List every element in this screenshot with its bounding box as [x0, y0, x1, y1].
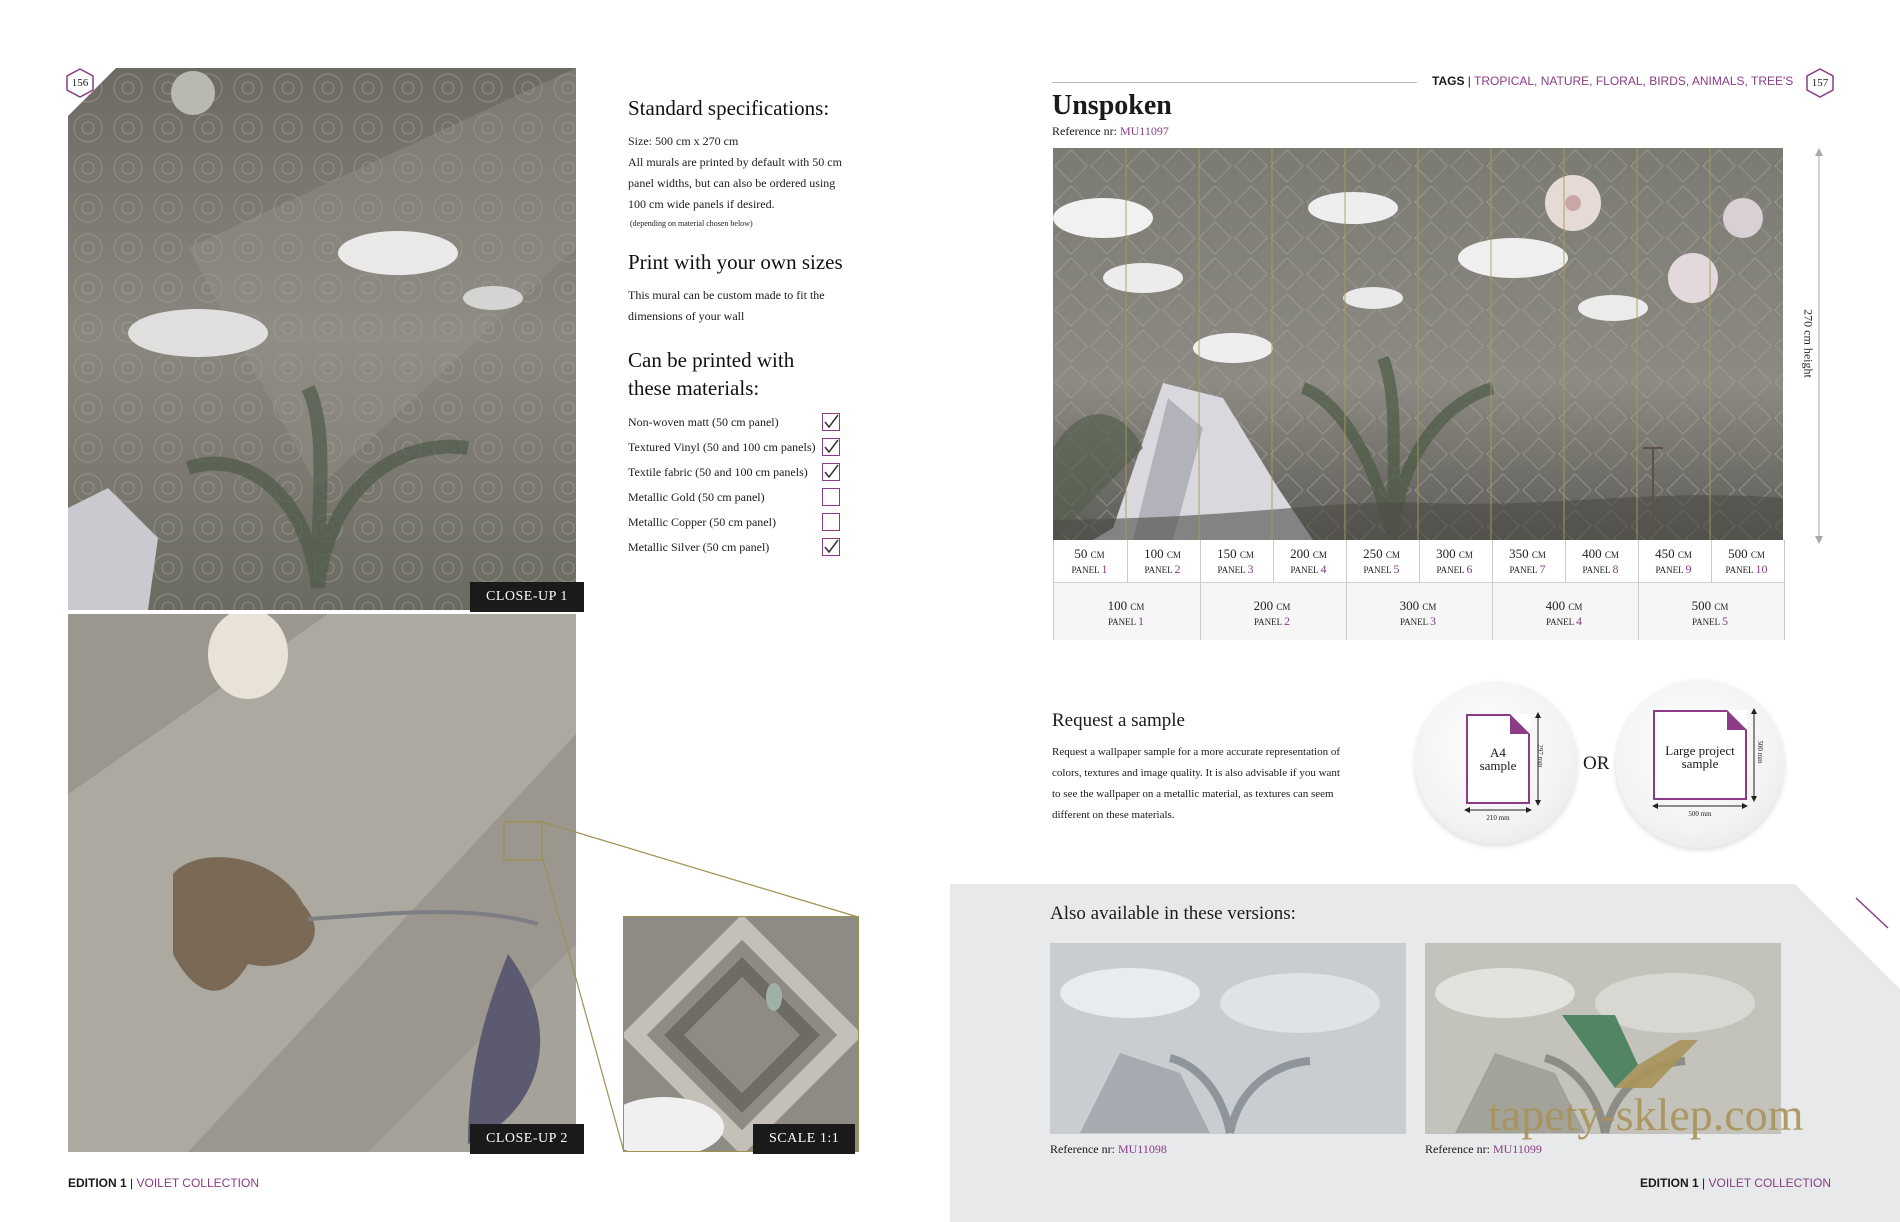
material-label: Textured Vinyl (50 and 100 cm panels) — [628, 440, 816, 454]
panel-size: 150 — [1217, 546, 1237, 561]
panel-number: 4 — [1576, 614, 1583, 628]
panel-number: 4 — [1320, 562, 1327, 576]
panel-word: PANEL — [1509, 565, 1538, 575]
panel-number: 5 — [1722, 614, 1729, 628]
panel-unit: CM — [1677, 550, 1692, 560]
panel-size: 250 — [1363, 546, 1383, 561]
panel-cell-50cm — [1491, 546, 1564, 577]
panel-word: PANEL — [1071, 565, 1100, 575]
panel-label — [1637, 562, 1710, 577]
panel-label — [1053, 562, 1126, 577]
panel-word: PANEL — [1217, 565, 1246, 575]
sample-title: Request a sample — [1052, 710, 1185, 731]
panel-number: 8 — [1612, 562, 1619, 576]
panel-word: PANEL — [1582, 565, 1611, 575]
material-checkbox-metallic-silver[interactable] — [822, 538, 840, 556]
material-label: Metallic Copper (50 cm panel) — [628, 515, 776, 529]
panel-word: PANEL — [1691, 617, 1720, 627]
footer-right-edition: EDITION 1 — [1640, 1176, 1699, 1190]
sample-text-line-3: to see the wallpaper on a metallic material, as textures can seem — [1052, 788, 1334, 800]
panel-number: 2 — [1284, 614, 1291, 628]
mural-reference-code: MU11097 — [1119, 124, 1169, 138]
watermark-logo-icon — [1560, 1010, 1700, 1090]
panel-number: 1 — [1101, 562, 1108, 576]
material-checkbox-textile[interactable] — [822, 463, 840, 481]
panel-word: PANEL — [1290, 565, 1319, 575]
sample-text-line-4: different on these materials. — [1052, 809, 1175, 821]
panel-number: 10 — [1755, 562, 1768, 576]
panel-cell-50cm — [1418, 546, 1491, 577]
sample-text — [1052, 742, 1392, 826]
a4-height-label: 297 mm — [1536, 744, 1544, 768]
panel-number: 2 — [1174, 562, 1181, 576]
panel-unit: CM — [1604, 550, 1619, 560]
panel-size: 350 — [1509, 546, 1529, 561]
panel-unit: CM — [1568, 602, 1583, 612]
panel-cell-50cm — [1710, 546, 1783, 577]
version-1-ref-label: Reference nr: — [1050, 1142, 1115, 1156]
panel-word: PANEL — [1144, 565, 1173, 575]
large-label-line-2: sample — [1681, 756, 1719, 771]
material-label: Metallic Silver (50 cm panel) — [628, 540, 770, 554]
closeup-2-label: CLOSE-UP 2 — [470, 1124, 584, 1154]
or-separator: OR — [1583, 753, 1610, 774]
panel-unit: CM — [1166, 550, 1181, 560]
version-2-ref-code[interactable]: MU11099 — [1492, 1142, 1542, 1156]
panel-label — [1491, 614, 1637, 629]
spec-desc-line-2: panel widths, but can also be ordered using — [628, 176, 836, 190]
version-1-reference — [1050, 1142, 1167, 1157]
footer-left-collection: VOILET COLLECTION — [136, 1176, 259, 1190]
material-label: Metallic Gold (50 cm panel) — [628, 490, 765, 504]
panel-unit: CM — [1239, 550, 1254, 560]
material-checkbox-non-woven[interactable] — [822, 413, 840, 431]
tags-line — [1432, 74, 1793, 88]
page-number-right: 157 — [1811, 77, 1829, 89]
panel-word: PANEL — [1363, 565, 1392, 575]
panel-cell-50cm — [1199, 546, 1272, 577]
panel-word: PANEL — [1253, 617, 1282, 627]
panel-number: 9 — [1685, 562, 1692, 576]
version-1-ref-code[interactable]: MU11098 — [1117, 1142, 1167, 1156]
panel-label — [1199, 562, 1272, 577]
spec-desc-line-3: 100 cm wide panels if desired. — [628, 197, 775, 211]
panel-cell-50cm — [1053, 546, 1126, 577]
panel-unit: CM — [1312, 550, 1327, 560]
panel-cell-50cm — [1564, 546, 1637, 577]
panel-size: 300 — [1399, 598, 1420, 613]
custom-sizes-line-2: dimensions of your wall — [628, 309, 745, 323]
panel-label — [1345, 614, 1491, 629]
a4-label-line-2: sample — [1479, 758, 1517, 773]
footer-right-collection: VOILET COLLECTION — [1708, 1176, 1831, 1190]
panel-unit: CM — [1531, 550, 1546, 560]
mural-title: Unspoken — [1052, 90, 1172, 121]
mural-preview-image — [1053, 148, 1783, 540]
tags-separator: | — [1467, 74, 1471, 88]
material-label: Non-woven matt (50 cm panel) — [628, 415, 779, 429]
page-number-left: 156 — [71, 77, 89, 89]
a4-dimension-arrows — [1462, 712, 1546, 818]
spec-size: Size: 500 cm x 270 cm — [628, 134, 739, 148]
scale-image — [623, 916, 859, 1152]
panel-unit: CM — [1385, 550, 1400, 560]
panel-size: 50 — [1074, 546, 1088, 561]
panel-cell-100cm — [1491, 598, 1637, 629]
panel-label — [1053, 614, 1199, 629]
panel-number: 1 — [1138, 614, 1145, 628]
standard-specs — [628, 96, 888, 233]
versions-title: Also available in these versions: — [1050, 903, 1296, 924]
panel-cell-50cm — [1637, 546, 1710, 577]
panel-word: PANEL — [1545, 617, 1574, 627]
panel-number: 6 — [1466, 562, 1473, 576]
panel-size: 200 — [1253, 598, 1274, 613]
material-checkbox-metallic-copper[interactable] — [822, 513, 840, 531]
sample-text-line-1: Request a wallpaper sample for a more accurate representation of — [1052, 746, 1341, 758]
closeup-1-label: CLOSE-UP 1 — [470, 582, 584, 612]
materials-title-line-2: these materials: — [628, 376, 760, 400]
panel-unit: CM — [1130, 602, 1145, 612]
spec-desc-line-1: All murals are printed by default with 50 cm — [628, 155, 842, 169]
panel-unit: CM — [1750, 550, 1765, 560]
panel-unit: CM — [1714, 602, 1729, 612]
height-label: 270 cm height — [1801, 309, 1816, 378]
panel-size: 400 — [1582, 546, 1602, 561]
panel-size: 100 — [1107, 598, 1128, 613]
panel-cell-100cm — [1345, 598, 1491, 629]
panel-label — [1345, 562, 1418, 577]
panel-cell-50cm — [1272, 546, 1345, 577]
panel-label — [1418, 562, 1491, 577]
panel-unit: CM — [1276, 602, 1291, 612]
panel-cell-100cm — [1053, 598, 1199, 629]
materials-section — [628, 346, 868, 402]
panel-word: PANEL — [1107, 617, 1136, 627]
panel-number: 7 — [1539, 562, 1546, 576]
panel-size: 400 — [1545, 598, 1566, 613]
panel-cell-100cm — [1637, 598, 1783, 629]
panel-unit: CM — [1458, 550, 1473, 560]
footer-left — [68, 1176, 259, 1190]
material-checkbox-textured-vinyl[interactable] — [822, 438, 840, 456]
panel-label — [1199, 614, 1345, 629]
custom-sizes — [628, 250, 888, 327]
scale-label: SCALE 1:1 — [753, 1124, 855, 1154]
sample-text-line-2: colors, textures and image quality. It is also advisable if you want — [1052, 767, 1340, 779]
panel-label — [1564, 562, 1637, 577]
panel-size: 500 — [1728, 546, 1748, 561]
panel-unit: CM — [1422, 602, 1437, 612]
panel-number: 3 — [1430, 614, 1437, 628]
panel-word: PANEL — [1655, 565, 1684, 575]
corner-accent — [1852, 894, 1892, 934]
panel-label — [1272, 562, 1345, 577]
panel-number: 3 — [1247, 562, 1254, 576]
panel-label — [1126, 562, 1199, 577]
panel-word: PANEL — [1725, 565, 1754, 575]
version-1-image[interactable] — [1050, 943, 1406, 1134]
mural-reference — [1052, 124, 1169, 139]
panel-word: PANEL — [1436, 565, 1465, 575]
panel-number: 5 — [1393, 562, 1400, 576]
footer-right-separator: | — [1702, 1176, 1706, 1190]
panel-label — [1637, 614, 1783, 629]
large-dimension-arrows — [1650, 708, 1764, 814]
footer-left-edition: EDITION 1 — [68, 1176, 127, 1190]
version-2-ref-label: Reference nr: — [1425, 1142, 1490, 1156]
spec-note: (depending on material chosen below) — [630, 219, 753, 228]
tags-label: TAGS — [1432, 74, 1465, 88]
panel-label — [1491, 562, 1564, 577]
panel-cell-100cm — [1199, 598, 1345, 629]
panel-cell-50cm — [1126, 546, 1199, 577]
panel-unit: CM — [1090, 550, 1105, 560]
version-2-reference — [1425, 1142, 1542, 1157]
custom-sizes-title: Print with your own sizes — [628, 250, 843, 274]
panel-size: 500 — [1691, 598, 1712, 613]
panel-label — [1710, 562, 1783, 577]
large-width-label: 500 mm — [1688, 810, 1712, 818]
watermark-text: tapety-sklep.com — [1488, 1089, 1804, 1140]
panel-size: 450 — [1655, 546, 1675, 561]
panel-size: 200 — [1290, 546, 1310, 561]
mural-reference-label: Reference nr: — [1052, 124, 1117, 138]
a4-label-line-1: A4 — [1490, 745, 1506, 760]
large-label-line-1: Large project — [1665, 743, 1735, 758]
large-height-label: 500 mm — [1756, 740, 1764, 764]
panel-cell-50cm — [1345, 546, 1418, 577]
tags-rule — [1052, 82, 1417, 83]
footer-left-separator: | — [130, 1176, 134, 1190]
material-label: Textile fabric (50 and 100 cm panels) — [628, 465, 808, 479]
a4-width-label: 210 mm — [1486, 814, 1510, 822]
tags-list: TROPICAL, NATURE, FLORAL, BIRDS, ANIMALS, TREE'S — [1474, 74, 1794, 88]
page-number-badge-right — [1805, 68, 1835, 98]
custom-sizes-line-1: This mural can be custom made to fit the — [628, 288, 825, 302]
panel-word: PANEL — [1399, 617, 1428, 627]
panel-size: 100 — [1144, 546, 1164, 561]
panel-size: 300 — [1436, 546, 1456, 561]
standard-specs-title: Standard specifications: — [628, 96, 830, 120]
material-checkbox-metallic-gold[interactable] — [822, 488, 840, 506]
footer-right — [1640, 1176, 1831, 1190]
materials-title-line-1: Can be printed with — [628, 348, 795, 372]
